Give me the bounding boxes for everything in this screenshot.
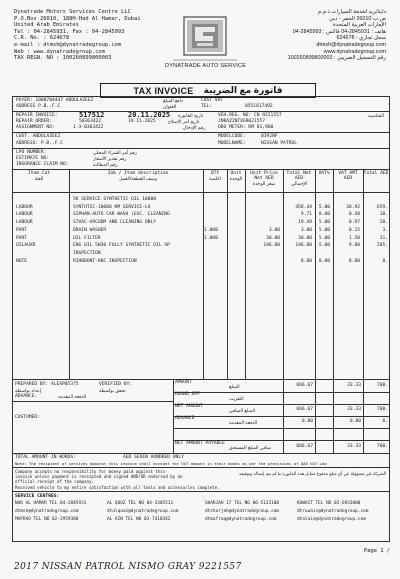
total-words: AED SEVEN HUNDRED ONLY: [123, 455, 184, 460]
totals-row: [173, 428, 389, 441]
company-po-box: P.O.Box 26010, 188H-Had Al Hamar, Dubai: [14, 15, 141, 22]
title-ar: فاتورة مع الضريبة: [203, 85, 283, 95]
cell-price: 196.00: [263, 243, 280, 249]
company-cr-ar: سجل تجاري : 624678: [336, 35, 386, 42]
totals-ar: التقريب: [229, 396, 244, 402]
col-vat-amt: VAT AMT AED: [338, 171, 358, 182]
payer: PAYER: 1000784447 ABDULAZEEZ: [16, 98, 94, 103]
cell-total: 20.: [379, 220, 388, 226]
model-code: 0392NF: [261, 134, 278, 139]
cell-desc: INSPECTION: [73, 250, 101, 256]
model-code-label: MODELCODE:: [218, 134, 246, 139]
assignment-number: 1-3-0363422: [73, 125, 104, 130]
totals-net: 666.67: [296, 407, 313, 413]
company-country-ar: الإمارات العربية المتحدة: [332, 22, 386, 29]
col-total-net: Total Net AED الإجمالي: [286, 171, 312, 187]
company-tel-ar: هاتف : 2845931-04 فاكس : 2845993-04: [292, 28, 386, 35]
cell-cat: PART: [16, 227, 28, 233]
service-centres-label: SERVICE CENTRES:: [15, 494, 60, 499]
totals-net: 666.67: [296, 383, 313, 388]
totals-row: [173, 404, 389, 417]
company-name-ar: دايناتريد لخدمة السيارات ذ.م.م: [317, 9, 386, 15]
cell-vat: 5.00: [318, 243, 330, 249]
company-tax-ar: رقم التسجيل الضريبي : 100260899800003: [287, 55, 386, 62]
cell-net: 0.00: [300, 258, 312, 264]
totals-total: 0.: [382, 419, 388, 425]
cell-vat: 5.00: [318, 204, 330, 210]
company-info-ar: [266, 9, 386, 62]
model-name-label: MODELNAME:: [218, 141, 246, 146]
cell-vat-amt: 0.48: [348, 212, 360, 218]
cell-vat-amt: 0.15: [348, 227, 360, 233]
cell-cat: NOTE: [16, 258, 28, 264]
totals-label: ADVANCE: [175, 416, 195, 422]
tel-label: TEL:: [201, 104, 213, 109]
totals-ar: المبلغ الصافي: [229, 408, 256, 414]
odometer-ar: رقم الإدخال: [183, 125, 206, 130]
repair-invoice-number: 517512: [79, 111, 105, 119]
col-vat-percent: VAT%: [318, 171, 330, 176]
insurance-claim: INSURANCE CLAIM NO:: [16, 162, 69, 167]
col-unit-price: Unit Price Net AED سعر الوحدة: [250, 171, 278, 187]
totals-net: 666.67: [296, 443, 313, 449]
company-tax-reg: TAX REGN. NO : 100260899800003: [14, 55, 112, 62]
totals-label: AMOUNT: [175, 380, 192, 385]
tel-number: 0551817492: [245, 104, 273, 109]
totals-block: [173, 380, 389, 453]
address: ADDRESS P.B.,F.C: [16, 104, 61, 109]
lpo-number-ar: رقم أمر الشراء المحلي: [93, 150, 137, 155]
cell-vat-amt: 30.92: [346, 204, 360, 210]
cell-total: 10.: [379, 212, 388, 218]
lpo-number: LPO NUMBER:: [16, 150, 47, 155]
company-logo: [165, 14, 245, 72]
company-country: United Arab Emirates: [14, 22, 79, 29]
cell-total: 0.: [382, 258, 388, 264]
cell-desc: SYNTHTIC-10000 KM SERVICE-LH: [73, 204, 151, 210]
company-website: Web : www.dynatradegroup.com: [14, 48, 105, 55]
totals-ar: صافي المبلغ المستحق: [229, 444, 272, 450]
totals-label: ROUND OFF: [175, 392, 200, 398]
cell-price: 3.00: [268, 227, 280, 233]
address-ar: العنوان: [163, 104, 177, 109]
table-row: [13, 197, 389, 204]
service-centre-entry: AL AIN TEL NO 03-7410342: [107, 517, 171, 522]
cell-desc: DRAIN WASHER: [73, 227, 107, 233]
totals-vat-amt: 33.33: [347, 383, 361, 388]
estimate-number-ar: رقم تقدير الأسعار: [93, 156, 127, 161]
cell-total: 3.: [382, 227, 388, 233]
verified-by-ar: تحقق بواسطة: [99, 388, 126, 393]
payer-ar: دافع المبلغ: [163, 98, 183, 103]
invoice-date: 20.11.2025: [128, 111, 171, 119]
totals-row: [173, 380, 389, 393]
table-row: [13, 212, 389, 219]
cell-desc: SIPHAN-AUTO CAR WASH (EXC. CLEANING: [73, 212, 170, 218]
disclaimer-2: invoice unless payment is receipted and signed AND/OR endorsed by an: [15, 474, 183, 479]
totals-vat-amt: 0.00: [349, 419, 361, 425]
totals-vat-amt: 33.33: [347, 407, 361, 413]
table-row: [13, 259, 389, 266]
disclaimer-3: official receipt of the company.: [15, 479, 94, 484]
totals-row: [173, 416, 389, 429]
col-qty: QTY الكمية: [209, 171, 221, 182]
estimate-number: ESTIMATE NO:: [16, 156, 50, 161]
col-description: Job / Item description وصف القطعة/العمل: [107, 171, 169, 182]
prepared-by-ar: إعداد بواسطة: [15, 388, 42, 393]
repair-order-date-ar: تاريخ أمر الإصلاح: [168, 119, 200, 124]
cell-net: 19.49: [298, 220, 312, 226]
page-number: Page 1 /: [364, 548, 390, 554]
vehicle-reg: VEH.REG. NO: CN 9221557: [218, 113, 282, 118]
cell-vat: 0.00: [318, 258, 330, 264]
service-centres-list: [15, 501, 387, 541]
cell-price: 30.00: [266, 235, 280, 241]
cell-total: 31.: [379, 235, 388, 241]
totals-label: NET AMOUNT: [175, 404, 203, 410]
title-en: TAX INVOICE: [133, 85, 194, 96]
cell-net: 458.44: [295, 204, 312, 210]
items-table-body: [13, 197, 389, 377]
service-centre-entry: NAD AL HAMAR TEL 04-2845931: [15, 501, 87, 506]
model-name: NISSAN PATROL: [261, 141, 297, 146]
company-web-ar: www.dynatradegroup.com: [323, 48, 386, 55]
service-centre-entry: dtruwais@dynatradegroup.com: [297, 509, 369, 514]
customer-name: CUST. ABDULAZEEZ: [16, 134, 61, 139]
cell-net: 9.71: [300, 212, 312, 218]
cell-vat-amt: 1.50: [348, 235, 360, 241]
totals-ar: الدفعة المقدمة: [229, 420, 258, 426]
company-po-box-ar: ص.ب 26010 الحمر - دبي: [329, 15, 386, 22]
col-unit: Unit الوحدة: [229, 171, 243, 182]
cell-desc: 5K SERVICE SYNTHETIC OIL 10000: [73, 197, 156, 202]
service-centre-entry: dtsharjah@dynatradegroup.com: [205, 509, 280, 514]
cell-net: 30.00: [298, 235, 312, 241]
service-centre-entry: KUWAIT TEL NO 02-6933000: [297, 501, 361, 506]
totals-ar: المبلغ: [229, 384, 240, 389]
totals-vat-amt: 33.33: [347, 443, 361, 449]
totals-label: NET AMOUNT PAYABLE: [175, 440, 225, 446]
service-centre-entry: dtmafraq@dynatradegroup.com: [205, 517, 277, 522]
cell-qty: 1.000: [204, 227, 218, 233]
disclaimer-4: Received vehicle to my entire satisfaction with all tools and accessories complete.: [15, 485, 220, 490]
totals-total: 700.: [376, 443, 388, 449]
chassis-number: JN8AZ2NTXG9021557: [218, 119, 266, 124]
cell-vat: 0.00: [318, 212, 330, 218]
company-name: Dynatrade Motors Services Centre LLC: [14, 9, 131, 15]
repair-order-label: REPAIR ORDER:: [16, 119, 52, 124]
logo-text: DYNATRADE AUTO SERVICE: [165, 63, 247, 69]
advance-ar: الدفعة المقدمة: [58, 394, 87, 399]
service-centre-entry: MAFRAQ TEL NO 02-2959300: [15, 517, 79, 522]
cell-desc: ENG OIL 5W30 FULLY SYNTHETIC OIL SP: [73, 243, 170, 249]
col-total: Total AED: [363, 171, 389, 176]
insurance-claim-ar: رقم المطالبة: [93, 162, 118, 167]
table-row: [13, 228, 389, 235]
cell-desc: OIL FILTER: [73, 235, 101, 241]
repair-order-date: 19.11.2025: [128, 119, 156, 124]
advance-label: ADVANCE:: [15, 394, 38, 399]
service-centre-entry: AL QUOZ TEL NO 04-3385511: [107, 501, 174, 506]
cell-net: 3.00: [300, 227, 312, 233]
totals-net: 0.00: [301, 419, 313, 425]
cell-desc: RIHBDONT-RBC INSPECTION: [73, 258, 137, 264]
service-centre-entry: dtalain@dynatradegroup.com: [297, 517, 366, 522]
prepared-by: PREPARED BY: ALEXP05375: [15, 382, 79, 387]
repair-invoice-label: REPAIR INVOICE:: [16, 113, 58, 118]
cell-vat-amt: 0.97: [348, 220, 360, 226]
cell-cat: OILAUXR: [16, 243, 36, 249]
invoice-date-ar: تاريخ الفاتورة: [178, 113, 204, 118]
repair-order-number: 50363422: [79, 119, 102, 124]
col-item-cat: Item Cat الفئة: [27, 171, 51, 182]
table-row: [13, 251, 389, 258]
company-email: e-mail : dtmsh@dynatradegroup.com: [14, 41, 122, 48]
cell-vat-amt: 9.80: [348, 243, 360, 249]
company-cr: C.R. No. : 624678: [14, 35, 70, 42]
cell-desc: S7VAC-VACUUM AND CLEANING ONLY: [73, 220, 156, 226]
cell-cat: LABOUR: [16, 204, 33, 210]
disclaimer-ar: الشركة غير مسؤولة عن أي مبلغ مدفوع مقابل هذه الفاتورة ما لم يتم إيصاله وتوقيعه: [239, 471, 386, 476]
table-row: [13, 220, 389, 227]
table-row: [13, 205, 389, 212]
invoice-frame: [12, 96, 390, 542]
disclaimer-1: Company accepts no responsibility for money paid against this: [15, 469, 166, 474]
cell-total: 659.: [376, 204, 388, 210]
cell-net: 196.00: [295, 243, 312, 249]
odometer: ODO METER: KM 81,960: [218, 125, 274, 130]
handwritten-note: 2017 NISSAN PATROL NISMO GRAY 9221557: [14, 562, 242, 572]
company-email-ar: dtmsh@dynatradegroup.com: [316, 41, 386, 48]
table-row: [13, 243, 389, 250]
company-tel-fax: Tel : 04-2845931, Fax : 04-2845993: [14, 28, 125, 35]
cell-vat: 5.00: [318, 220, 330, 226]
cell-total: 205.: [376, 243, 388, 249]
customer-sign: CUSTOMER:: [15, 415, 40, 420]
totals-total: 700.: [376, 383, 388, 388]
cell-cat: LABOUR: [16, 220, 33, 226]
cust-vat: CUST VAT: [201, 98, 224, 103]
totals-row: [173, 441, 389, 454]
cell-vat-amt: 0.00: [348, 258, 360, 264]
customer-address: ADDRESS: P.B.,F.C: [16, 141, 64, 146]
service-centre-entry: SHARJAH 17 TEL NO 06-5132100: [205, 501, 280, 506]
totals-total: 700.: [376, 407, 388, 413]
company-info-en: [14, 9, 141, 62]
cell-cat: PART: [16, 235, 28, 241]
table-row: [13, 236, 389, 243]
service-centre-entry: dtalquoz@dynatradegroup.com: [107, 509, 179, 514]
assignment-label: ASSIGNMENT NO:: [16, 125, 55, 130]
cell-cat: LABOUR: [16, 212, 33, 218]
cell-vat: 5.00: [318, 227, 330, 233]
verified-by: VERIFIED BY:: [99, 382, 133, 387]
vat-note: Note: The recipient of services against this invoice shall account for VAT amount in their books as per the provisions of UAE VAT Law: [15, 461, 327, 466]
total-words-label: TOTAL AMOUNT IN WORDS:: [15, 455, 76, 460]
cell-qty: 1.000: [204, 235, 218, 241]
chassis-ar: الشاسيه: [368, 113, 384, 118]
totals-row: [173, 392, 389, 405]
service-centre-entry: dtmsh@dynatradegroup.com: [15, 509, 79, 514]
cell-vat: 5.00: [318, 235, 330, 241]
